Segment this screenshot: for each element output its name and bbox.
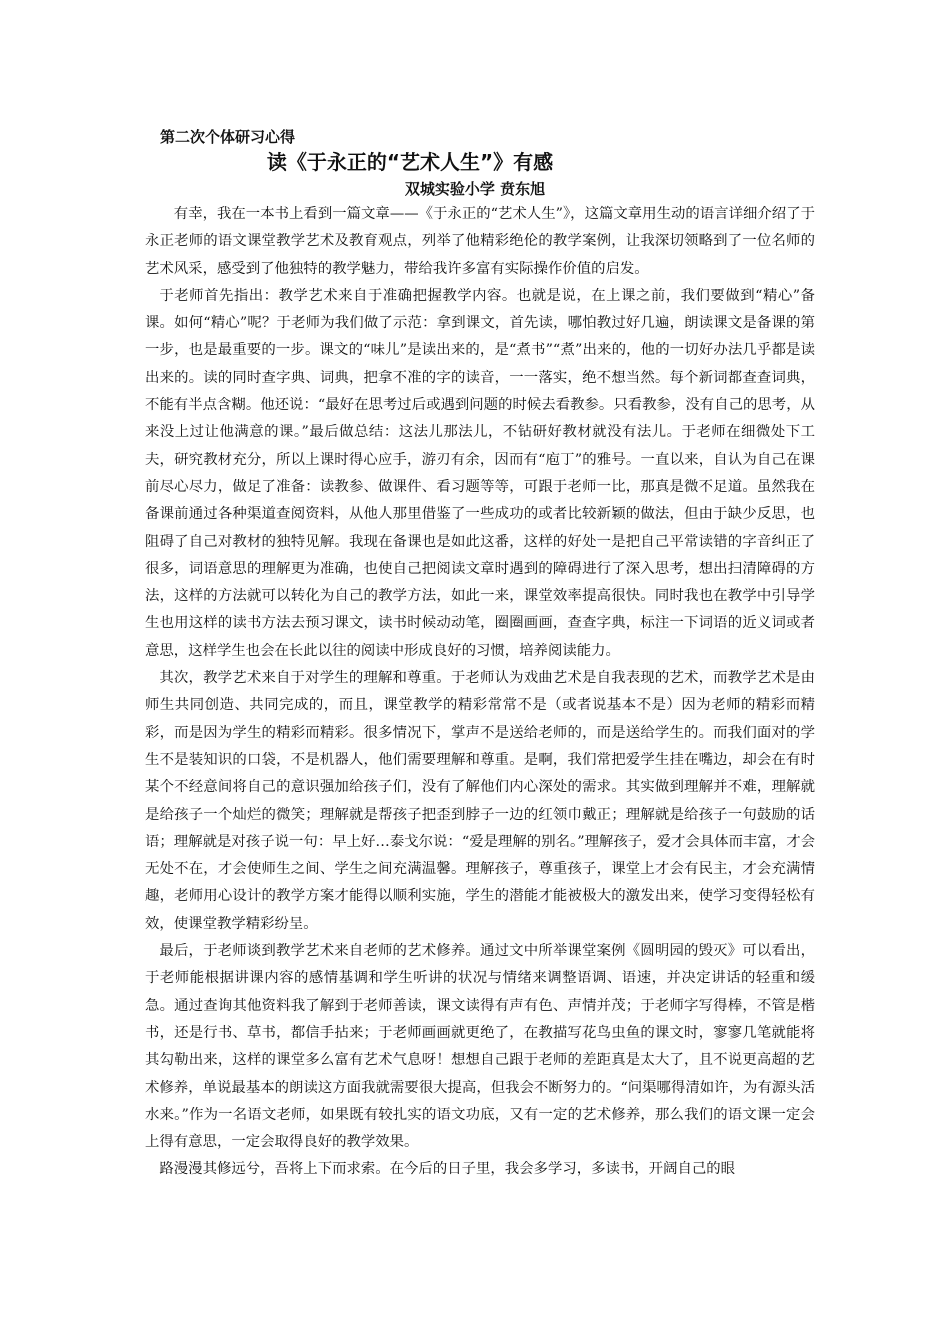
document-label: 第二次个体研习心得 [160, 128, 296, 146]
author-byline: 双城实验小学 贲东旭 [404, 180, 546, 198]
paragraph-intro: 有幸，我在一本书上看到一篇文章——《于永正的“艺术人生”》，这篇文章用生动的语言详细介绍了于永正老师的语文课堂教学艺术及教育观点，列举了他精彩绝伦的教学案例，让我深切领略到了一位名师的艺术风采，感受到了他独特的教学魅力，带给我许多富有实际操作价值的启发。 [145, 206, 815, 277]
document-body [145, 201, 815, 1184]
paragraph-respect: 其次，教学艺术来自于对学生的理解和尊重。于老师认为戏曲艺术是自我表现的艺术，而教学艺术是由师生共同创造、共同完成的，而且，课堂教学的精彩常常不是（或者说基本不是）因为老师的精彩而精彩，而是因为学生的精彩而精彩。很多情况下，掌声不是送给老师的，而是送给学生的。而我们面对的学生不是装知识的口袋，不是机器人，他们需要理解和尊重。是啊，我们常把爱学生挂在嘴边，却会在有时某个不经意间将自己的意识强加给孩子们，没有了解他们内心深处的需求。其实做到理解并不难，理解就是给孩子一个灿烂的微笑；理解就是帮孩子把歪到脖子一边的红领巾戴正；理解就是给孩子一句鼓励的话语；理解就是对孩子说一句：早上好…泰戈尔说：“爱是理解的别名。”理解孩子，爱才会具体而丰富，才会无处不在，才会使师生之间、学生之间充满温馨。理解孩子，尊重孩子，课堂上才会有民主，才会充满情趣，老师用心设计的教学方案才能得以顺利实施，学生的潜能才能被极大的激发出来，使学习变得轻松有效，使课堂教学精彩纷呈。 [145, 670, 815, 932]
document-title: 读《于永正的“艺术人生”》有感 [266, 150, 554, 174]
paragraph-cultivation: 最后，于老师谈到教学艺术来自老师的艺术修养。通过文中所举课堂案例《圆明园的毁灭》可以看出，于老师能根据讲课内容的感情基调和学生听讲的状况与情绪来调整语调、语速，并决定讲话的轻重和缓急。通过查询其他资料我了解到于老师善读，课文读得有声有色、声情并茂；于老师字写得棒，不管是楷书，还是行书、草书，都信手拈来；于老师画画就更绝了，在教描写花鸟虫鱼的课文时，寥寥几笔就能将其勾勒出来，这样的课堂多么富有艺术气息呀！想想自己跟于老师的差距真是太大了，且不说更高超的艺术修养，单说最基本的朗读这方面我就需要很大提高，但我会不断努力的。“问渠哪得清如许，为有源头活水来。”作为一名语文老师，如果既有较扎实的语文功底，又有一定的艺术修养，那么我们的语文课一定会上得有意思，一定会取得良好的教学效果。 [145, 943, 815, 1151]
paragraph-preparation: 于老师首先指出：教学艺术来自于准确把握教学内容。也就是说，在上课之前，我们要做到“精心”备课。如何“精心”呢？于老师为我们做了示范：拿到课文，首先读，哪怕教过好几遍，朗读课文是备课的第一步，也是最重要的一步。课文的“味儿”是读出来的，是“煮书”“煮”出来的，他的一切好办法几乎都是读出来的。读的同时查字典、词典，把拿不准的字的读音，一一落实，绝不想当然。每个新词都查查词典，不能有半点含糊。他还说：“最好在思考过后或遇到问题的时候去看教参。只看教参，没有自己的思考，从来没上过让他满意的课。”最后做总结：这法儿那法儿，不钻研好教材就没有法儿。于老师在细微处下工夫，研究教材充分，所以上课时得心应手，游刃有余，因而有“庖丁”的雅号。一直以来，自认为自己在课前尽心尽力，做足了准备：读教参、做课件、看习题等等，可跟于老师一比，那真是微不足道。虽然我在备课前通过各种渠道查阅资料，从他人那里借鉴了一些成功的或者比较新颖的做法，但由于缺少反思，也阻碍了自己对教材的独特见解。我现在备课也是如此这番，这样的好处一是把自己平常读错的字音纠正了很多，词语意思的理解更为准确，也使自己把阅读文章时遇到的障碍进行了深入思考，想出扫清障碍的方法，这样的方法就可以转化为自己的教学方法，如此一来，课堂效率提高很快。同时我也在教学中引导学生也用这样的读书方法去预习课文，读书时候动动笔，圈圈画画，查查字典，标注一下词语的近义词或者意思，这样学生也会在长此以往的阅读中形成良好的习惯，培养阅读能力。 [145, 287, 815, 659]
paragraph-closing: 路漫漫其修远兮，吾将上下而求索。在今后的日子里，我会多学习，多读书，开阔自己的眼 [159, 1161, 736, 1178]
